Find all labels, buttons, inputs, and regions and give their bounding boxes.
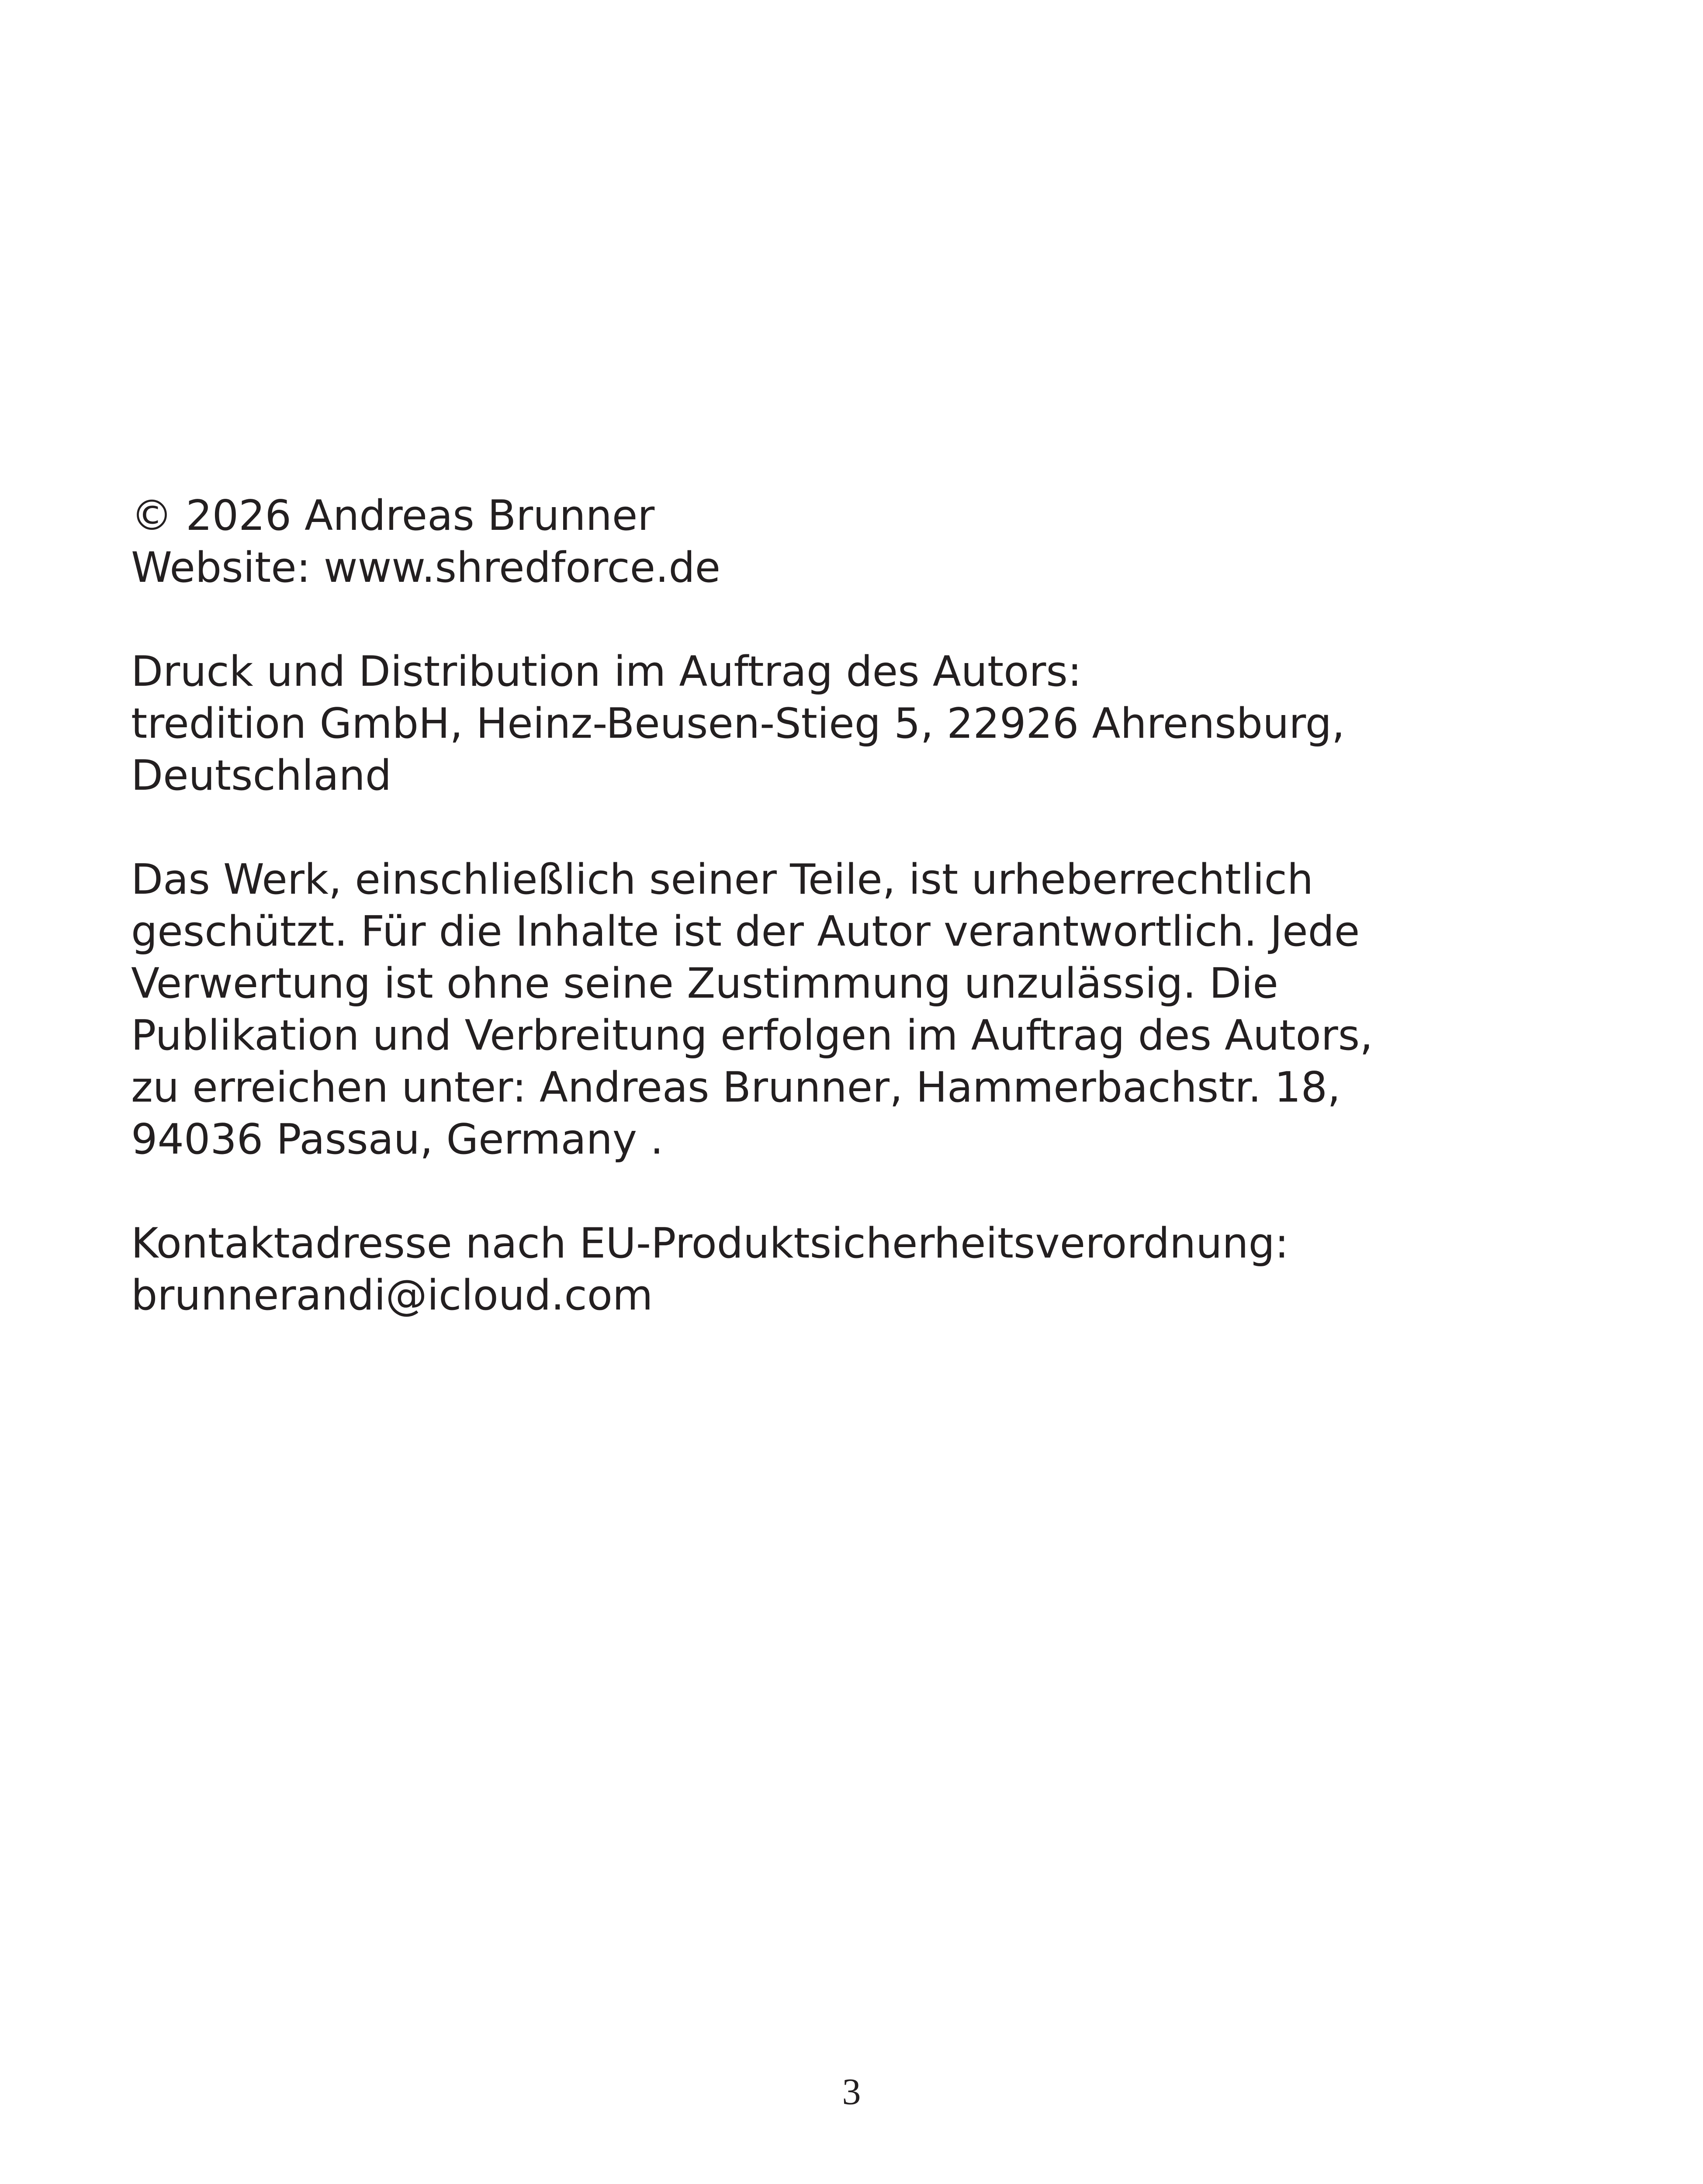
contact-block <box>131 1218 1616 1322</box>
rights-line: zu erreichen unter: Andreas Brunner, Hammerbachstr. 18, <box>131 1064 1341 1112</box>
contact-line: Kontaktadresse nach EU-Produktsicherheitsverordnung: <box>131 1220 1289 1268</box>
copyright-block <box>131 490 1616 594</box>
copyright-line: © 2026 Andreas Brunner <box>131 492 655 540</box>
rights-line: Publikation und Verbreitung erfolgen im Auftrag des Autors, <box>131 1012 1373 1060</box>
website-line: Website: www.shredforce.de <box>131 544 721 592</box>
rights-line: Verwertung ist ohne seine Zustimmung unzulässig. Die <box>131 960 1278 1008</box>
rights-line: geschützt. Für die Inhalte ist der Autor verantwortlich. Jede <box>131 908 1360 956</box>
printing-line: tredition GmbH, Heinz-Beusen-Stieg 5, 22926 Ahrensburg, <box>131 700 1345 748</box>
printing-line: Druck und Distribution im Auftrag des Autors: <box>131 648 1082 696</box>
contact-email: brunnerandi@icloud.com <box>131 1272 653 1320</box>
printing-line: Deutschland <box>131 752 392 800</box>
rights-block <box>131 854 1616 1166</box>
imprint-section <box>131 490 1616 1322</box>
rights-line: 94036 Passau, Germany . <box>131 1116 664 1164</box>
printing-block <box>131 646 1616 802</box>
page-number: 3 <box>842 2070 861 2112</box>
rights-line: Das Werk, einschließlich seiner Teile, ist urheberrechtlich <box>131 856 1314 904</box>
